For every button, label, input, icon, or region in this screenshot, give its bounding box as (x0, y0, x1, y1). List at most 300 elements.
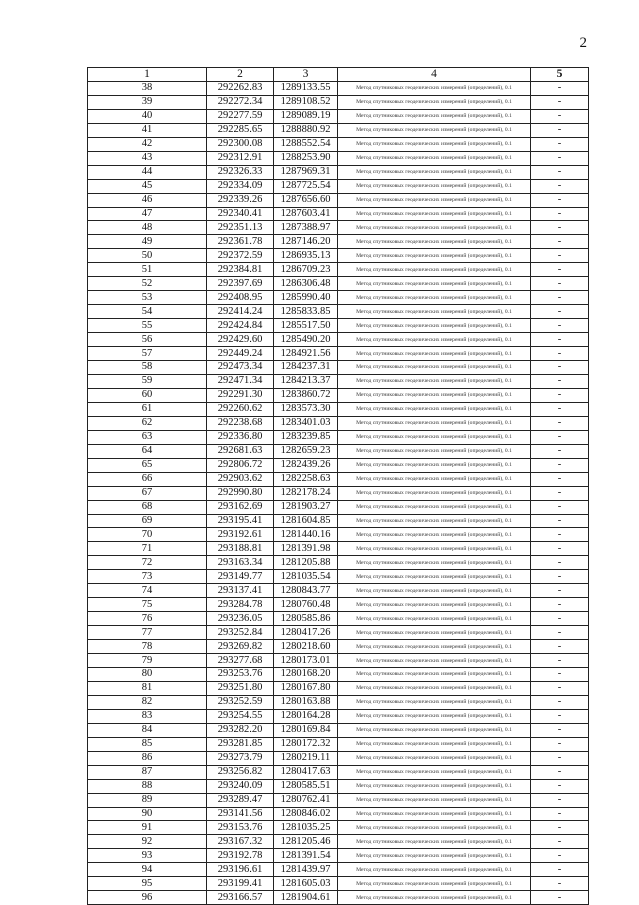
y-coordinate-cell: 1283573.30 (274, 402, 338, 416)
method-cell: Метод спутниковых геодезических измерений (определений), 0.1 (338, 835, 531, 849)
y-coordinate-cell: 1280219.11 (274, 751, 338, 765)
method-cell: Метод спутниковых геодезических измерений (определений), 0.1 (338, 193, 531, 207)
y-coordinate-cell: 1280218.60 (274, 640, 338, 654)
x-coordinate-cell: 293254.55 (207, 709, 274, 723)
method-cell: Метод спутниковых геодезических измерений (определений), 0.1 (338, 123, 531, 137)
method-cell: Метод спутниковых геодезических измерений (определений), 0.1 (338, 877, 531, 891)
x-coordinate-cell: 293252.84 (207, 626, 274, 640)
x-coordinate-cell: 293195.41 (207, 514, 274, 528)
note-cell: - (531, 723, 589, 737)
table-row (88, 207, 589, 221)
point-number-cell: 57 (88, 347, 207, 361)
y-coordinate-cell: 1283239.85 (274, 430, 338, 444)
x-coordinate-cell: 293251.80 (207, 681, 274, 695)
table-row (88, 165, 589, 179)
x-coordinate-cell: 293141.56 (207, 807, 274, 821)
note-cell: - (531, 277, 589, 291)
point-number-cell: 80 (88, 667, 207, 681)
x-coordinate-cell: 292262.83 (207, 81, 274, 95)
point-number-cell: 71 (88, 542, 207, 556)
method-cell: Метод спутниковых геодезических измерений (определений), 0.1 (338, 319, 531, 333)
note-cell: - (531, 542, 589, 556)
y-coordinate-cell: 1281904.61 (274, 891, 338, 905)
point-number-cell: 39 (88, 95, 207, 109)
y-coordinate-cell: 1282439.26 (274, 458, 338, 472)
y-coordinate-cell: 1280760.48 (274, 598, 338, 612)
method-cell: Метод спутниковых геодезических измерений (определений), 0.1 (338, 374, 531, 388)
coordinates-table (87, 67, 589, 905)
x-coordinate-cell: 293273.79 (207, 751, 274, 765)
method-cell: Метод спутниковых геодезических измерений (определений), 0.1 (338, 751, 531, 765)
note-cell: - (531, 193, 589, 207)
x-coordinate-cell: 292681.63 (207, 444, 274, 458)
x-coordinate-cell: 293192.61 (207, 528, 274, 542)
point-number-cell: 90 (88, 807, 207, 821)
y-coordinate-cell: 1286709.23 (274, 263, 338, 277)
y-coordinate-cell: 1280846.02 (274, 807, 338, 821)
x-coordinate-cell: 292312.91 (207, 151, 274, 165)
method-cell: Метод спутниковых геодезических измерений (определений), 0.1 (338, 570, 531, 584)
x-coordinate-cell: 292424.84 (207, 319, 274, 333)
method-cell: Метод спутниковых геодезических измерений (определений), 0.1 (338, 402, 531, 416)
y-coordinate-cell: 1280417.26 (274, 626, 338, 640)
table-row (88, 681, 589, 695)
y-coordinate-cell: 1280585.51 (274, 779, 338, 793)
x-coordinate-cell: 292339.26 (207, 193, 274, 207)
y-coordinate-cell: 1280163.88 (274, 695, 338, 709)
note-cell: - (531, 751, 589, 765)
note-cell: - (531, 765, 589, 779)
point-number-cell: 51 (88, 263, 207, 277)
x-coordinate-cell: 292291.30 (207, 388, 274, 402)
x-coordinate-cell: 293153.76 (207, 821, 274, 835)
note-cell: - (531, 654, 589, 668)
x-coordinate-cell: 292340.41 (207, 207, 274, 221)
point-number-cell: 89 (88, 793, 207, 807)
note-cell: - (531, 584, 589, 598)
point-number-cell: 70 (88, 528, 207, 542)
y-coordinate-cell: 1280167.80 (274, 681, 338, 695)
y-coordinate-cell: 1281440.16 (274, 528, 338, 542)
y-coordinate-cell: 1280762.41 (274, 793, 338, 807)
page-number: 2 (579, 35, 587, 51)
method-cell: Метод спутниковых геодезических измерений (определений), 0.1 (338, 472, 531, 486)
y-coordinate-cell: 1282258.63 (274, 472, 338, 486)
y-coordinate-cell: 1287725.54 (274, 179, 338, 193)
note-cell: - (531, 444, 589, 458)
y-coordinate-cell: 1287388.97 (274, 221, 338, 235)
y-coordinate-cell: 1284237.31 (274, 361, 338, 375)
method-cell: Метод спутниковых геодезических измерений (определений), 0.1 (338, 109, 531, 123)
point-number-cell: 74 (88, 584, 207, 598)
column-header-4: 4 (338, 68, 531, 82)
table-row (88, 347, 589, 361)
table-row (88, 654, 589, 668)
note-cell: - (531, 305, 589, 319)
note-cell: - (531, 123, 589, 137)
table-row (88, 542, 589, 556)
x-coordinate-cell: 293137.41 (207, 584, 274, 598)
x-coordinate-cell: 292277.59 (207, 109, 274, 123)
table-row (88, 221, 589, 235)
x-coordinate-cell: 292471.34 (207, 374, 274, 388)
table-row (88, 640, 589, 654)
y-coordinate-cell: 1288552.54 (274, 137, 338, 151)
x-coordinate-cell: 292334.09 (207, 179, 274, 193)
y-coordinate-cell: 1280843.77 (274, 584, 338, 598)
x-coordinate-cell: 293240.09 (207, 779, 274, 793)
table-row (88, 319, 589, 333)
table-row (88, 402, 589, 416)
note-cell: - (531, 402, 589, 416)
note-cell: - (531, 416, 589, 430)
table-row (88, 179, 589, 193)
table-row (88, 821, 589, 835)
method-cell: Метод спутниковых геодезических измерений (определений), 0.1 (338, 221, 531, 235)
note-cell: - (531, 612, 589, 626)
method-cell: Метод спутниковых геодезических измерений (определений), 0.1 (338, 695, 531, 709)
column-header-3: 3 (274, 68, 338, 82)
x-coordinate-cell: 292372.59 (207, 249, 274, 263)
note-cell: - (531, 430, 589, 444)
note-cell: - (531, 570, 589, 584)
note-cell: - (531, 263, 589, 277)
x-coordinate-cell: 293282.20 (207, 723, 274, 737)
column-header-2: 2 (207, 68, 274, 82)
point-number-cell: 86 (88, 751, 207, 765)
table-row (88, 123, 589, 137)
point-number-cell: 91 (88, 821, 207, 835)
method-cell: Метод спутниковых геодезических измерений (определений), 0.1 (338, 333, 531, 347)
method-cell: Метод спутниковых геодезических измерений (определений), 0.1 (338, 137, 531, 151)
x-coordinate-cell: 293199.41 (207, 877, 274, 891)
point-number-cell: 79 (88, 654, 207, 668)
method-cell: Метод спутниковых геодезических измерений (определений), 0.1 (338, 723, 531, 737)
point-number-cell: 92 (88, 835, 207, 849)
note-cell: - (531, 779, 589, 793)
note-cell: - (531, 598, 589, 612)
note-cell: - (531, 807, 589, 821)
y-coordinate-cell: 1283401.03 (274, 416, 338, 430)
table-row (88, 667, 589, 681)
method-cell: Метод спутниковых геодезических измерений (определений), 0.1 (338, 151, 531, 165)
point-number-cell: 43 (88, 151, 207, 165)
table-row (88, 361, 589, 375)
note-cell: - (531, 221, 589, 235)
note-cell: - (531, 81, 589, 95)
x-coordinate-cell: 292351.13 (207, 221, 274, 235)
note-cell: - (531, 821, 589, 835)
table-row (88, 458, 589, 472)
table-row (88, 472, 589, 486)
method-cell: Метод спутниковых геодезических измерений (определений), 0.1 (338, 737, 531, 751)
method-cell: Метод спутниковых геодезических измерений (определений), 0.1 (338, 263, 531, 277)
method-cell: Метод спутниковых геодезических измерений (определений), 0.1 (338, 165, 531, 179)
method-cell: Метод спутниковых геодезических измерений (определений), 0.1 (338, 556, 531, 570)
point-number-cell: 82 (88, 695, 207, 709)
table-row (88, 737, 589, 751)
x-coordinate-cell: 292990.80 (207, 486, 274, 500)
table-row (88, 81, 589, 95)
y-coordinate-cell: 1286935.13 (274, 249, 338, 263)
note-cell: - (531, 877, 589, 891)
y-coordinate-cell: 1280164.28 (274, 709, 338, 723)
point-number-cell: 48 (88, 221, 207, 235)
method-cell: Метод спутниковых геодезических измерений (определений), 0.1 (338, 709, 531, 723)
column-header-5: 5 (531, 68, 589, 82)
x-coordinate-cell: 293289.47 (207, 793, 274, 807)
method-cell: Метод спутниковых геодезических измерений (определений), 0.1 (338, 891, 531, 905)
note-cell: - (531, 207, 589, 221)
table-row (88, 765, 589, 779)
table-row (88, 151, 589, 165)
y-coordinate-cell: 1281205.46 (274, 835, 338, 849)
point-number-cell: 64 (88, 444, 207, 458)
method-cell: Метод спутниковых геодезических измерений (определений), 0.1 (338, 249, 531, 263)
method-cell: Метод спутниковых геодезических измерений (определений), 0.1 (338, 486, 531, 500)
note-cell: - (531, 626, 589, 640)
point-number-cell: 49 (88, 235, 207, 249)
table-row (88, 514, 589, 528)
note-cell: - (531, 291, 589, 305)
point-number-cell: 47 (88, 207, 207, 221)
x-coordinate-cell: 293162.69 (207, 500, 274, 514)
x-coordinate-cell: 292397.69 (207, 277, 274, 291)
note-cell: - (531, 849, 589, 863)
point-number-cell: 38 (88, 81, 207, 95)
point-number-cell: 53 (88, 291, 207, 305)
method-cell: Метод спутниковых геодезических измерений (определений), 0.1 (338, 821, 531, 835)
point-number-cell: 45 (88, 179, 207, 193)
method-cell: Метод спутниковых геодезических измерений (определений), 0.1 (338, 863, 531, 877)
method-cell: Метод спутниковых геодезических измерений (определений), 0.1 (338, 81, 531, 95)
method-cell: Метод спутниковых геодезических измерений (определений), 0.1 (338, 654, 531, 668)
table-row (88, 891, 589, 905)
table-row (88, 305, 589, 319)
y-coordinate-cell: 1280172.32 (274, 737, 338, 751)
x-coordinate-cell: 292285.65 (207, 123, 274, 137)
x-coordinate-cell: 292408.95 (207, 291, 274, 305)
y-coordinate-cell: 1281439.97 (274, 863, 338, 877)
method-cell: Метод спутниковых геодезических измерений (определений), 0.1 (338, 640, 531, 654)
method-cell: Метод спутниковых геодезических измерений (определений), 0.1 (338, 626, 531, 640)
table-row (88, 333, 589, 347)
column-header-1: 1 (88, 68, 207, 82)
table-row (88, 528, 589, 542)
x-coordinate-cell: 293166.57 (207, 891, 274, 905)
point-number-cell: 68 (88, 500, 207, 514)
point-number-cell: 55 (88, 319, 207, 333)
note-cell: - (531, 737, 589, 751)
table-row (88, 235, 589, 249)
method-cell: Метод спутниковых геодезических измерений (определений), 0.1 (338, 542, 531, 556)
note-cell: - (531, 388, 589, 402)
x-coordinate-cell: 293256.82 (207, 765, 274, 779)
point-number-cell: 69 (88, 514, 207, 528)
note-cell: - (531, 891, 589, 905)
note-cell: - (531, 458, 589, 472)
method-cell: Метод спутниковых геодезических измерений (определений), 0.1 (338, 207, 531, 221)
table-row (88, 709, 589, 723)
y-coordinate-cell: 1286306.48 (274, 277, 338, 291)
note-cell: - (531, 528, 589, 542)
note-cell: - (531, 179, 589, 193)
point-number-cell: 72 (88, 556, 207, 570)
point-number-cell: 95 (88, 877, 207, 891)
table-row (88, 835, 589, 849)
point-number-cell: 52 (88, 277, 207, 291)
x-coordinate-cell: 292429.60 (207, 333, 274, 347)
method-cell: Метод спутниковых геодезических измерений (определений), 0.1 (338, 458, 531, 472)
point-number-cell: 40 (88, 109, 207, 123)
y-coordinate-cell: 1289089.19 (274, 109, 338, 123)
method-cell: Метод спутниковых геодезических измерений (определений), 0.1 (338, 416, 531, 430)
table-row (88, 137, 589, 151)
method-cell: Метод спутниковых геодезических измерений (определений), 0.1 (338, 361, 531, 375)
method-cell: Метод спутниковых геодезических измерений (определений), 0.1 (338, 444, 531, 458)
y-coordinate-cell: 1284213.37 (274, 374, 338, 388)
table-row (88, 779, 589, 793)
x-coordinate-cell: 292903.62 (207, 472, 274, 486)
x-coordinate-cell: 293284.78 (207, 598, 274, 612)
table-row (88, 723, 589, 737)
table-row (88, 877, 589, 891)
table-row (88, 430, 589, 444)
x-coordinate-cell: 293163.34 (207, 556, 274, 570)
table-row (88, 416, 589, 430)
y-coordinate-cell: 1283860.72 (274, 388, 338, 402)
x-coordinate-cell: 293188.81 (207, 542, 274, 556)
note-cell: - (531, 249, 589, 263)
table-row (88, 695, 589, 709)
y-coordinate-cell: 1281035.25 (274, 821, 338, 835)
point-number-cell: 42 (88, 137, 207, 151)
note-cell: - (531, 681, 589, 695)
y-coordinate-cell: 1282178.24 (274, 486, 338, 500)
table-row (88, 612, 589, 626)
table-row (88, 863, 589, 877)
y-coordinate-cell: 1281391.98 (274, 542, 338, 556)
method-cell: Метод спутниковых геодезических измерений (определений), 0.1 (338, 95, 531, 109)
method-cell: Метод спутниковых геодезических измерений (определений), 0.1 (338, 347, 531, 361)
point-number-cell: 78 (88, 640, 207, 654)
point-number-cell: 85 (88, 737, 207, 751)
y-coordinate-cell: 1280417.63 (274, 765, 338, 779)
x-coordinate-cell: 293196.61 (207, 863, 274, 877)
method-cell: Метод спутниковых геодезических измерений (определений), 0.1 (338, 584, 531, 598)
method-cell: Метод спутниковых геодезических измерений (определений), 0.1 (338, 793, 531, 807)
note-cell: - (531, 347, 589, 361)
method-cell: Метод спутниковых геодезических измерений (определений), 0.1 (338, 291, 531, 305)
point-number-cell: 81 (88, 681, 207, 695)
table-row (88, 444, 589, 458)
point-number-cell: 75 (88, 598, 207, 612)
point-number-cell: 46 (88, 193, 207, 207)
point-number-cell: 96 (88, 891, 207, 905)
x-coordinate-cell: 292336.80 (207, 430, 274, 444)
x-coordinate-cell: 292384.81 (207, 263, 274, 277)
method-cell: Метод спутниковых геодезических измерений (определений), 0.1 (338, 598, 531, 612)
point-number-cell: 56 (88, 333, 207, 347)
y-coordinate-cell: 1285490.20 (274, 333, 338, 347)
note-cell: - (531, 695, 589, 709)
note-cell: - (531, 835, 589, 849)
point-number-cell: 94 (88, 863, 207, 877)
y-coordinate-cell: 1284921.56 (274, 347, 338, 361)
x-coordinate-cell: 292449.24 (207, 347, 274, 361)
table-row (88, 626, 589, 640)
x-coordinate-cell: 292806.72 (207, 458, 274, 472)
y-coordinate-cell: 1280173.01 (274, 654, 338, 668)
table-row (88, 500, 589, 514)
y-coordinate-cell: 1289108.52 (274, 95, 338, 109)
note-cell: - (531, 514, 589, 528)
table-body (88, 81, 589, 904)
point-number-cell: 62 (88, 416, 207, 430)
table-row (88, 109, 589, 123)
method-cell: Метод спутниковых геодезических измерений (определений), 0.1 (338, 430, 531, 444)
table-row (88, 556, 589, 570)
method-cell: Метод спутниковых геодезических измерений (определений), 0.1 (338, 500, 531, 514)
table-row (88, 584, 589, 598)
note-cell: - (531, 361, 589, 375)
method-cell: Метод спутниковых геодезических измерений (определений), 0.1 (338, 765, 531, 779)
x-coordinate-cell: 292238.68 (207, 416, 274, 430)
point-number-cell: 41 (88, 123, 207, 137)
y-coordinate-cell: 1280168.20 (274, 667, 338, 681)
table-header-row (88, 68, 589, 82)
table-row (88, 751, 589, 765)
table-row (88, 793, 589, 807)
table-row (88, 249, 589, 263)
method-cell: Метод спутниковых геодезических измерений (определений), 0.1 (338, 305, 531, 319)
y-coordinate-cell: 1285990.40 (274, 291, 338, 305)
x-coordinate-cell: 293269.82 (207, 640, 274, 654)
y-coordinate-cell: 1281035.54 (274, 570, 338, 584)
note-cell: - (531, 374, 589, 388)
method-cell: Метод спутниковых геодезических измерений (определений), 0.1 (338, 807, 531, 821)
point-number-cell: 66 (88, 472, 207, 486)
note-cell: - (531, 863, 589, 877)
method-cell: Метод спутниковых геодезических измерений (определений), 0.1 (338, 528, 531, 542)
table-row (88, 849, 589, 863)
y-coordinate-cell: 1281391.54 (274, 849, 338, 863)
note-cell: - (531, 151, 589, 165)
point-number-cell: 76 (88, 612, 207, 626)
point-number-cell: 44 (88, 165, 207, 179)
x-coordinate-cell: 293192.78 (207, 849, 274, 863)
y-coordinate-cell: 1287656.60 (274, 193, 338, 207)
note-cell: - (531, 333, 589, 347)
point-number-cell: 58 (88, 361, 207, 375)
x-coordinate-cell: 293253.76 (207, 667, 274, 681)
y-coordinate-cell: 1281903.27 (274, 500, 338, 514)
table-row (88, 388, 589, 402)
method-cell: Метод спутниковых геодезических измерений (определений), 0.1 (338, 667, 531, 681)
point-number-cell: 73 (88, 570, 207, 584)
note-cell: - (531, 109, 589, 123)
point-number-cell: 77 (88, 626, 207, 640)
note-cell: - (531, 667, 589, 681)
note-cell: - (531, 165, 589, 179)
table-row (88, 291, 589, 305)
y-coordinate-cell: 1285833.85 (274, 305, 338, 319)
x-coordinate-cell: 292272.34 (207, 95, 274, 109)
x-coordinate-cell: 292300.08 (207, 137, 274, 151)
note-cell: - (531, 319, 589, 333)
point-number-cell: 65 (88, 458, 207, 472)
method-cell: Метод спутниковых геодезических измерений (определений), 0.1 (338, 277, 531, 291)
